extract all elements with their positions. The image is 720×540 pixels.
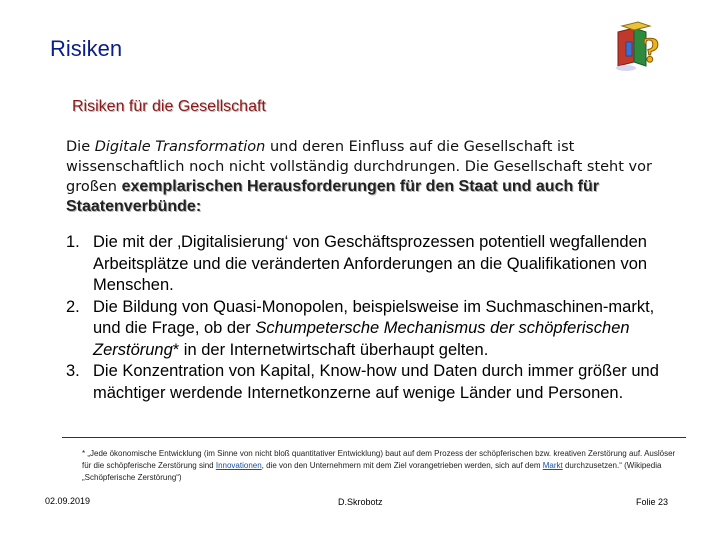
books-question-mark-icon bbox=[612, 18, 668, 74]
svg-text:?: ? bbox=[642, 30, 660, 70]
list-item bbox=[66, 232, 686, 297]
risk-list bbox=[66, 232, 686, 404]
footer-slide-number: Folie 23 bbox=[636, 497, 669, 507]
slide-title: Risiken bbox=[50, 36, 123, 61]
list-number: 1. bbox=[66, 233, 80, 251]
list-item bbox=[66, 297, 686, 362]
section-subtitle: Risiken für die Gesellschaft bbox=[72, 98, 266, 115]
intro-paragraph bbox=[66, 137, 666, 217]
list-number: 2. bbox=[66, 297, 80, 316]
intro-text-2: und deren Einfluss auf die Gesellschaft ist wissenschaftlich noch nicht vollständig durchdrungen. Die Gesellschaft steht vor großen bbox=[66, 139, 652, 195]
innovationen-link[interactable]: Innovationen bbox=[215, 461, 262, 470]
footnote-text-1: * „Jede ökonomische Entwicklung (im Sinne von nicht bloß quantitativer Entwicklung) baut auf dem Prozess der schöpferischen bzw. kreativen Zerstörung auf. Auslöser für die schöpferische Zerstörung sind bbox=[82, 449, 676, 470]
footnote-text-3: durchzusetzen.“ (Wikipedia „Schöpferische Zerstörung“) bbox=[82, 461, 662, 482]
footer-date: 02.09.2019 bbox=[45, 496, 91, 506]
list-item-text-end: * in der Internetwirtschaft überhaupt gelten. bbox=[172, 340, 489, 359]
footnote-divider bbox=[62, 437, 686, 438]
list-item-text: Die mit der ‚Digitalisierung‘ von Geschäftsprozessen potentiell wegfallenden Arbeitsplätze und die veränderten Anforderungen an die Qualifikationen von Menschen. bbox=[93, 233, 648, 294]
footnote bbox=[82, 448, 682, 484]
markt-link[interactable]: Markt bbox=[542, 461, 563, 470]
list-item-text: Die Bildung von Quasi-Monopolen, beispielsweise im Suchmaschinen-markt, und die Frage, ob der bbox=[93, 297, 655, 337]
list-item-emphasis: Schumpetersche Mechanismus der schöpferischen Zerstörung bbox=[93, 319, 630, 359]
list-item-text: Die Konzentration von Kapital, Know-how und Daten durch immer größer und mächtiger werdende Internetkonzerne auf wenige Länder und Personen. bbox=[93, 362, 659, 402]
intro-text-1: Die bbox=[66, 139, 95, 155]
list-number: 3. bbox=[66, 362, 80, 380]
footer-author: D.Skrobotz bbox=[338, 497, 383, 507]
footnote-text-2: , die von den Unternehmern mit dem Ziel vorangetrieben werden, sich auf dem bbox=[261, 461, 543, 470]
intro-emphasis: Digitale Transformation bbox=[94, 139, 266, 155]
intro-highlight: exemplarischen Herausforderungen für den Staat und auch für Staatenverbünde: bbox=[66, 178, 600, 215]
list-item bbox=[66, 361, 686, 404]
